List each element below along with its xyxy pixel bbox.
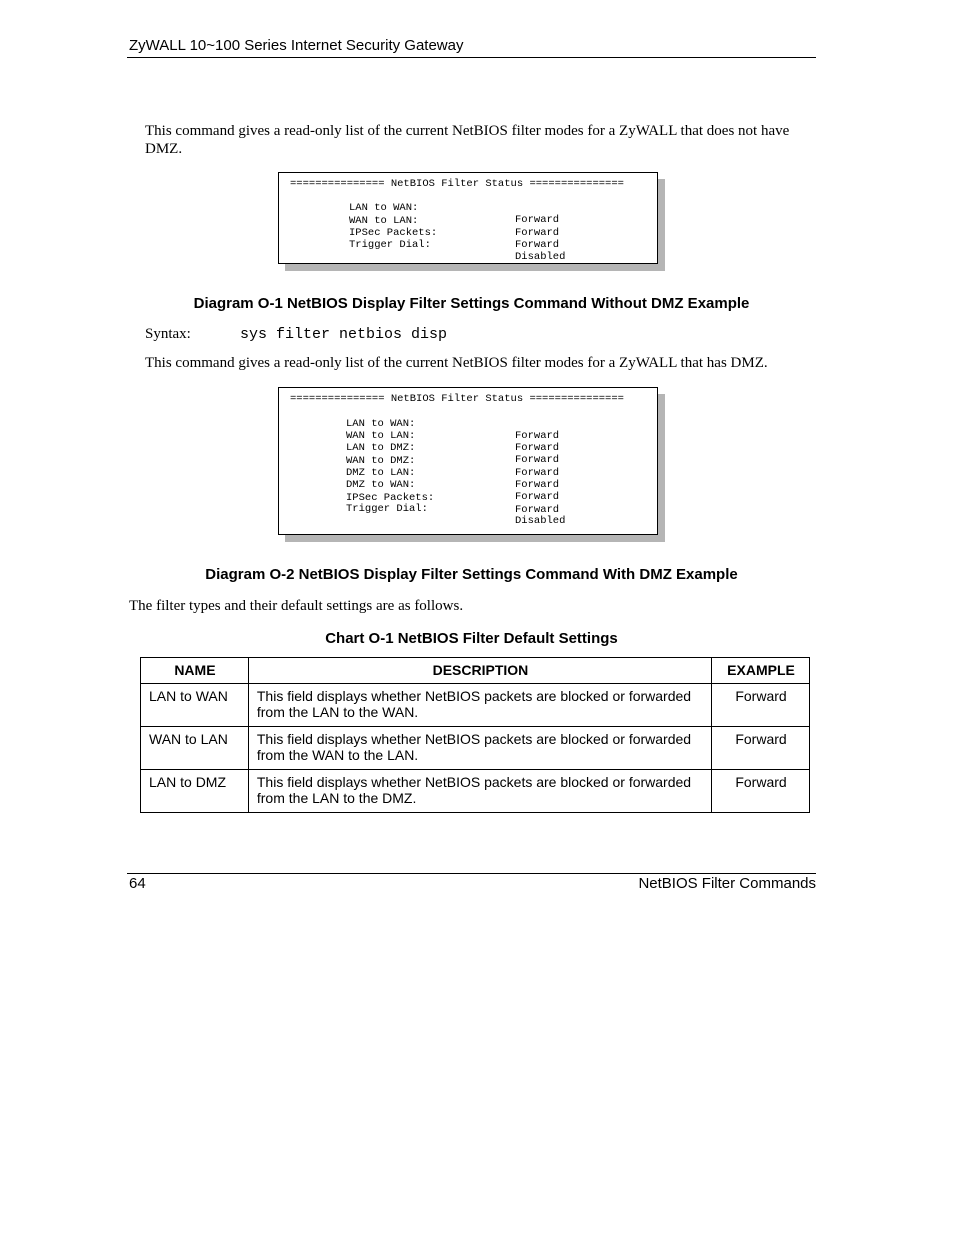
cell-description: This field displays whether NetBIOS packets are blocked or forwarded from the WAN to the LAN. [248, 727, 711, 770]
column-header-name: NAME [141, 658, 249, 684]
footer-section-title: NetBIOS Filter Commands [638, 875, 816, 892]
cell-name: WAN to LAN [141, 727, 249, 770]
intro-paragraph-with-dmz: This command gives a read-only list of the current NetBIOS filter modes for a ZyWALL that has DMZ. [145, 355, 768, 371]
terminal-row-label: WAN to LAN: [349, 215, 419, 227]
terminal-header: =============== NetBIOS Filter Status =============== [290, 393, 624, 405]
column-header-example: EXAMPLE [712, 658, 810, 684]
terminal-row-value: Forward [515, 430, 560, 442]
cell-description: This field displays whether NetBIOS packets are blocked or forwarded from the LAN to the WAN. [248, 684, 711, 727]
terminal-row-value: Forward [515, 227, 560, 239]
terminal-row-value: Forward [515, 479, 560, 491]
terminal-header: =============== NetBIOS Filter Status =============== [290, 178, 624, 190]
intro-paragraph-no-dmz: This command gives a read-only list of the current NetBIOS filter modes for a ZyWALL that does not have DMZ. [145, 123, 790, 157]
terminal-row-value: Forward [515, 467, 560, 479]
terminal-row-value: Disabled [515, 515, 566, 527]
table-row [141, 770, 810, 813]
terminal-row-label: LAN to WAN: [349, 202, 419, 214]
header-rule [127, 57, 816, 58]
terminal-row-value: Forward [515, 491, 560, 503]
cell-example: Forward [712, 684, 810, 727]
terminal-row-value: Forward [515, 442, 560, 454]
terminal-row-value: Disabled [515, 251, 566, 263]
terminal-row-label: WAN to DMZ: [346, 455, 416, 467]
terminal-row-value: Forward [515, 504, 560, 516]
table-intro-paragraph: The filter types and their default settings are as follows. [129, 598, 464, 614]
filter-defaults-table [140, 657, 810, 813]
diagram-caption-with-dmz: Diagram O-2 NetBIOS Display Filter Settings Command With DMZ Example [205, 566, 738, 583]
cell-name: LAN to DMZ [141, 770, 249, 813]
cell-description: This field displays whether NetBIOS packets are blocked or forwarded from the LAN to the DMZ. [248, 770, 711, 813]
column-header-description: DESCRIPTION [248, 658, 711, 684]
terminal-row-label: Trigger Dial: [346, 503, 428, 515]
table-row [141, 684, 810, 727]
syntax-command: sys filter netbios disp [240, 326, 448, 343]
terminal-output-no-dmz [278, 172, 658, 264]
footer-rule [127, 873, 816, 874]
terminal-row-value: Forward [515, 454, 560, 466]
terminal-row-label: DMZ to LAN: [346, 467, 416, 479]
terminal-row-label: Trigger Dial: [349, 239, 431, 251]
page-number: 64 [129, 875, 146, 892]
terminal-row-label: IPSec Packets: [349, 227, 438, 239]
diagram-caption-no-dmz: Diagram O-1 NetBIOS Display Filter Settings Command Without DMZ Example [193, 295, 750, 312]
cell-example: Forward [712, 770, 810, 813]
table-row [141, 727, 810, 770]
table-header-row [141, 658, 810, 684]
terminal-output-with-dmz [278, 387, 658, 535]
terminal-row-label: LAN to WAN: [346, 418, 416, 430]
terminal-row-label: DMZ to WAN: [346, 479, 416, 491]
terminal-row-label: WAN to LAN: [346, 430, 416, 442]
terminal-row [279, 227, 657, 275]
terminal-row [279, 491, 657, 539]
running-header: ZyWALL 10~100 Series Internet Security Gateway [129, 37, 464, 54]
cell-example: Forward [712, 727, 810, 770]
terminal-row-value: Forward [515, 239, 560, 251]
syntax-label: Syntax: [145, 326, 191, 342]
chart-caption: Chart O-1 NetBIOS Filter Default Settings [325, 630, 618, 647]
cell-name: LAN to WAN [141, 684, 249, 727]
terminal-row-value: Forward [515, 214, 560, 226]
terminal-row-label: LAN to DMZ: [346, 442, 416, 454]
terminal-row-label: IPSec Packets: [346, 492, 435, 504]
